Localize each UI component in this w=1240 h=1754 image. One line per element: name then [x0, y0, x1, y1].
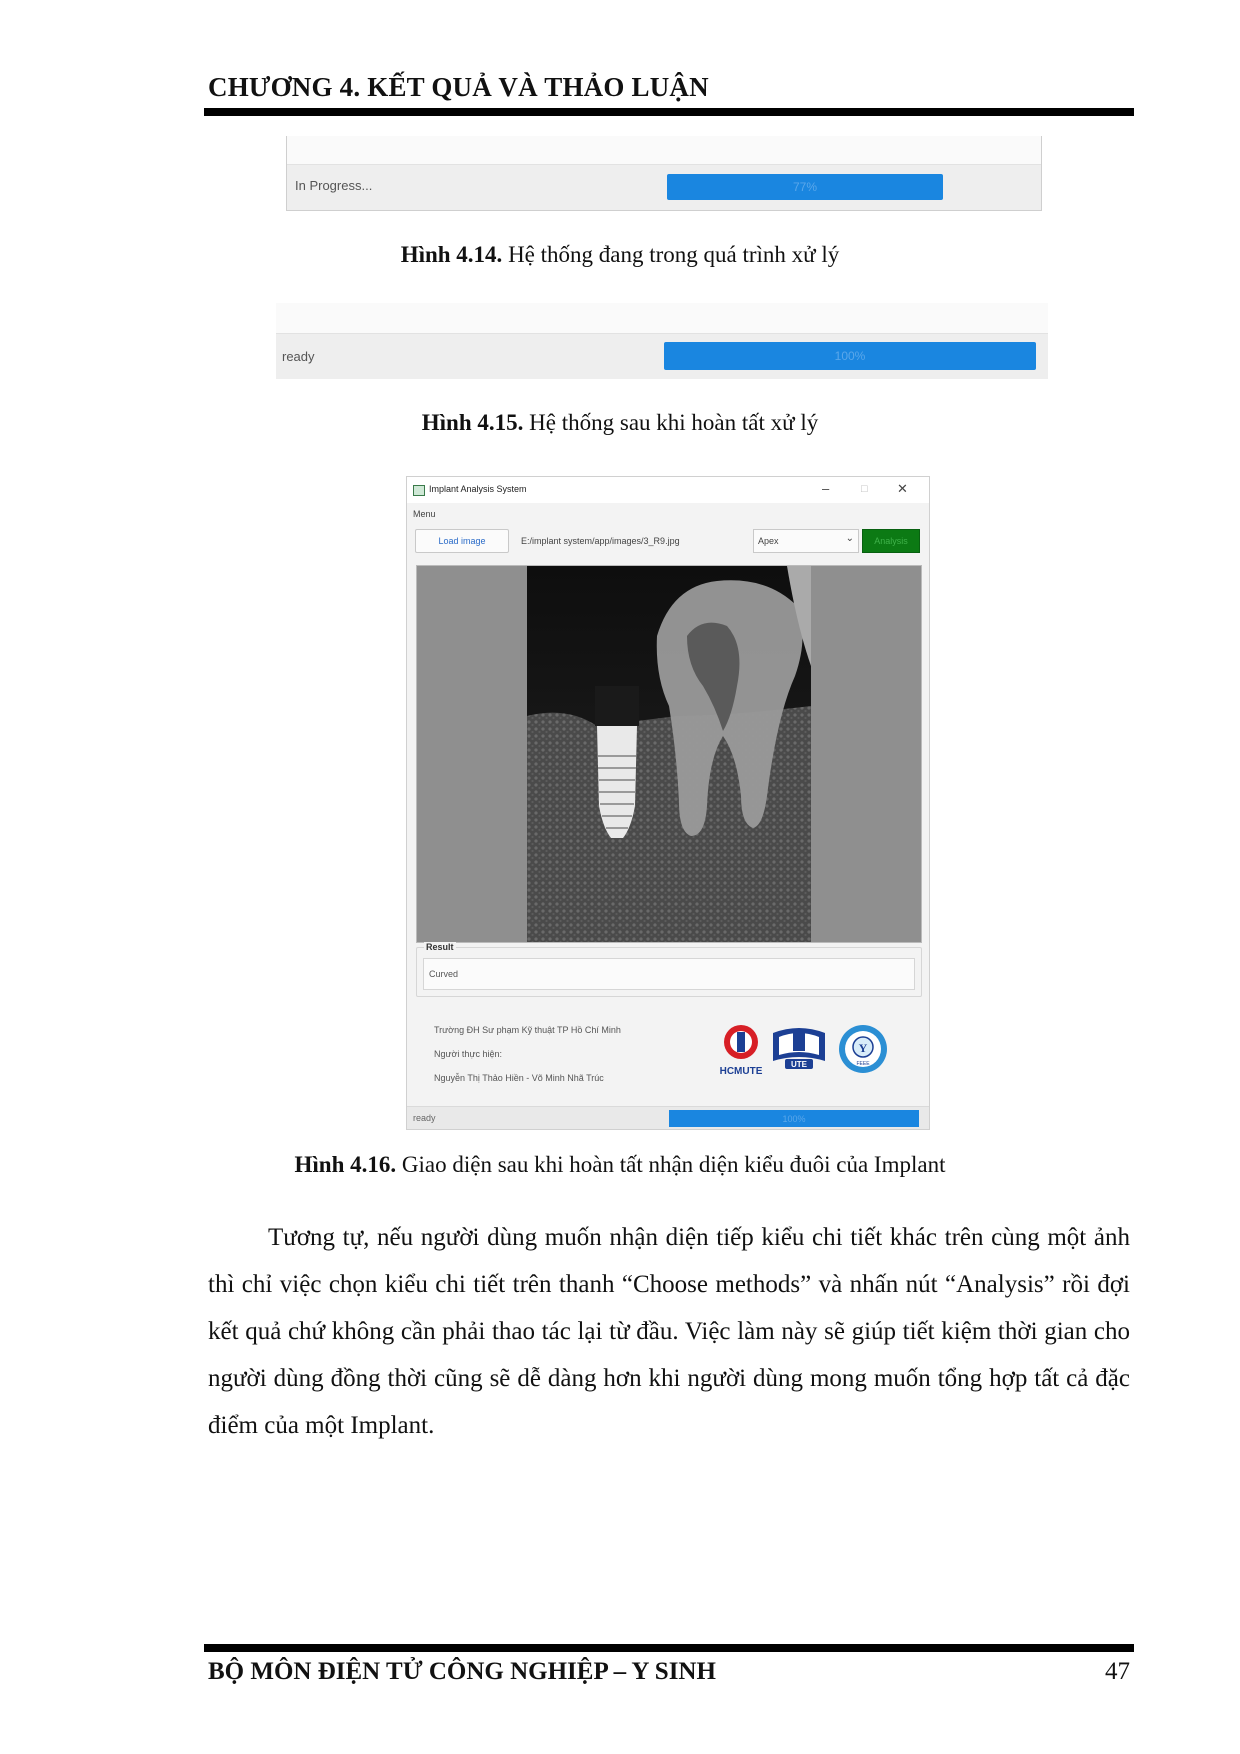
- maximize-icon[interactable]: □: [861, 483, 868, 495]
- caption-label: Hình 4.14.: [400, 242, 503, 267]
- app-window: [406, 476, 930, 1130]
- result-value: Curved: [429, 969, 459, 979]
- result-group: [416, 942, 922, 997]
- svg-text:Y: Y: [858, 1041, 868, 1055]
- page-number: 47: [1105, 1658, 1130, 1685]
- minimize-icon[interactable]: –: [822, 481, 830, 496]
- figure-15-caption: [0, 410, 1240, 436]
- method-select[interactable]: [753, 529, 859, 553]
- status-text: ready: [413, 1113, 436, 1123]
- caption-text: Hệ thống sau khi hoàn tất xử lý: [523, 410, 819, 435]
- caption-label: Hình 4.16.: [294, 1152, 397, 1177]
- dental-xray-image: [527, 566, 811, 942]
- method-selected-value: Apex: [758, 536, 779, 546]
- figure-14-screenshot: [286, 136, 1042, 211]
- university-name: Trường ĐH Sư phạm Kỹ thuật TP Hồ Chí Minh: [434, 1025, 621, 1035]
- status-bar: [407, 1106, 929, 1129]
- figure-15-screenshot: [276, 303, 1048, 379]
- caption-text: Giao diện sau khi hoàn tất nhận diện kiểu đuôi của Implant: [396, 1152, 946, 1177]
- chevron-down-icon: ⌄: [845, 533, 854, 544]
- progress-bar: [667, 174, 943, 200]
- figure-14-caption: [0, 242, 1240, 268]
- progress-bar: [669, 1110, 919, 1127]
- app-icon: [413, 485, 425, 496]
- department-name: BỘ MÔN ĐIỆN TỬ CÔNG NGHIỆP – Y SINH: [208, 1658, 716, 1685]
- feee-logo: [837, 1023, 889, 1075]
- result-label: Result: [426, 942, 454, 952]
- result-field: [423, 958, 915, 990]
- menu-bar-item[interactable]: Menu: [413, 509, 436, 519]
- window-titlebar: [407, 477, 929, 503]
- status-text: ready: [282, 349, 315, 364]
- window-title: Implant Analysis System: [429, 484, 527, 494]
- ute-logo-text: UTE: [791, 1060, 807, 1069]
- authors-names: Nguyễn Thị Thảo Hiền - Võ Minh Nhã Trúc: [434, 1073, 604, 1083]
- ute-logo: [771, 1023, 827, 1073]
- footer-rule: [204, 1644, 1134, 1652]
- image-display-panel: [416, 565, 922, 943]
- figure-16-caption: [0, 1152, 1240, 1178]
- paragraph-text: Tương tự, nếu người dùng muốn nhận diện tiếp kiểu chi tiết khác trên cùng một ảnh thì chỉ việc chọn kiểu chi tiết trên thanh “Choose methods” và nhấn nút “Analysis” rồi đợi kết quả chứ không cần phải thao tác lại từ đầu. Việc làm này sẽ giúp tiết kiệm thời gian cho người dùng đồng thời cũng sẽ dễ dàng hơn khi người dùng mong muốn tổng hợp tất cả đặc điểm của một Implant.: [208, 1224, 1130, 1439]
- status-text: In Progress...: [295, 178, 373, 193]
- file-path-label: E:/implant system/app/images/3_R9.jpg: [521, 536, 680, 546]
- progress-label: 100%: [834, 349, 866, 363]
- toolbar: [407, 523, 929, 555]
- progress-label: 100%: [782, 1113, 806, 1124]
- progress-bar: [664, 342, 1036, 370]
- caption-label: Hình 4.15.: [421, 410, 524, 435]
- caption-text: Hệ thống đang trong quá trình xử lý: [502, 242, 840, 267]
- close-icon[interactable]: ✕: [897, 481, 908, 496]
- header-rule: [204, 108, 1134, 116]
- hcmute-logo: [719, 1023, 763, 1077]
- hcmute-logo-text: HCMUTE: [719, 1066, 763, 1077]
- body-paragraph: [208, 1214, 1130, 1449]
- chapter-title: CHƯƠNG 4. KẾT QUẢ VÀ THẢO LUẬN: [208, 72, 709, 102]
- feee-logo-text: FEEE: [856, 1061, 870, 1067]
- load-image-button[interactable]: Load image: [415, 529, 509, 553]
- analysis-button[interactable]: Analysis: [862, 529, 920, 553]
- progress-label: 77%: [792, 180, 818, 194]
- authors-label: Người thực hiện:: [434, 1049, 502, 1059]
